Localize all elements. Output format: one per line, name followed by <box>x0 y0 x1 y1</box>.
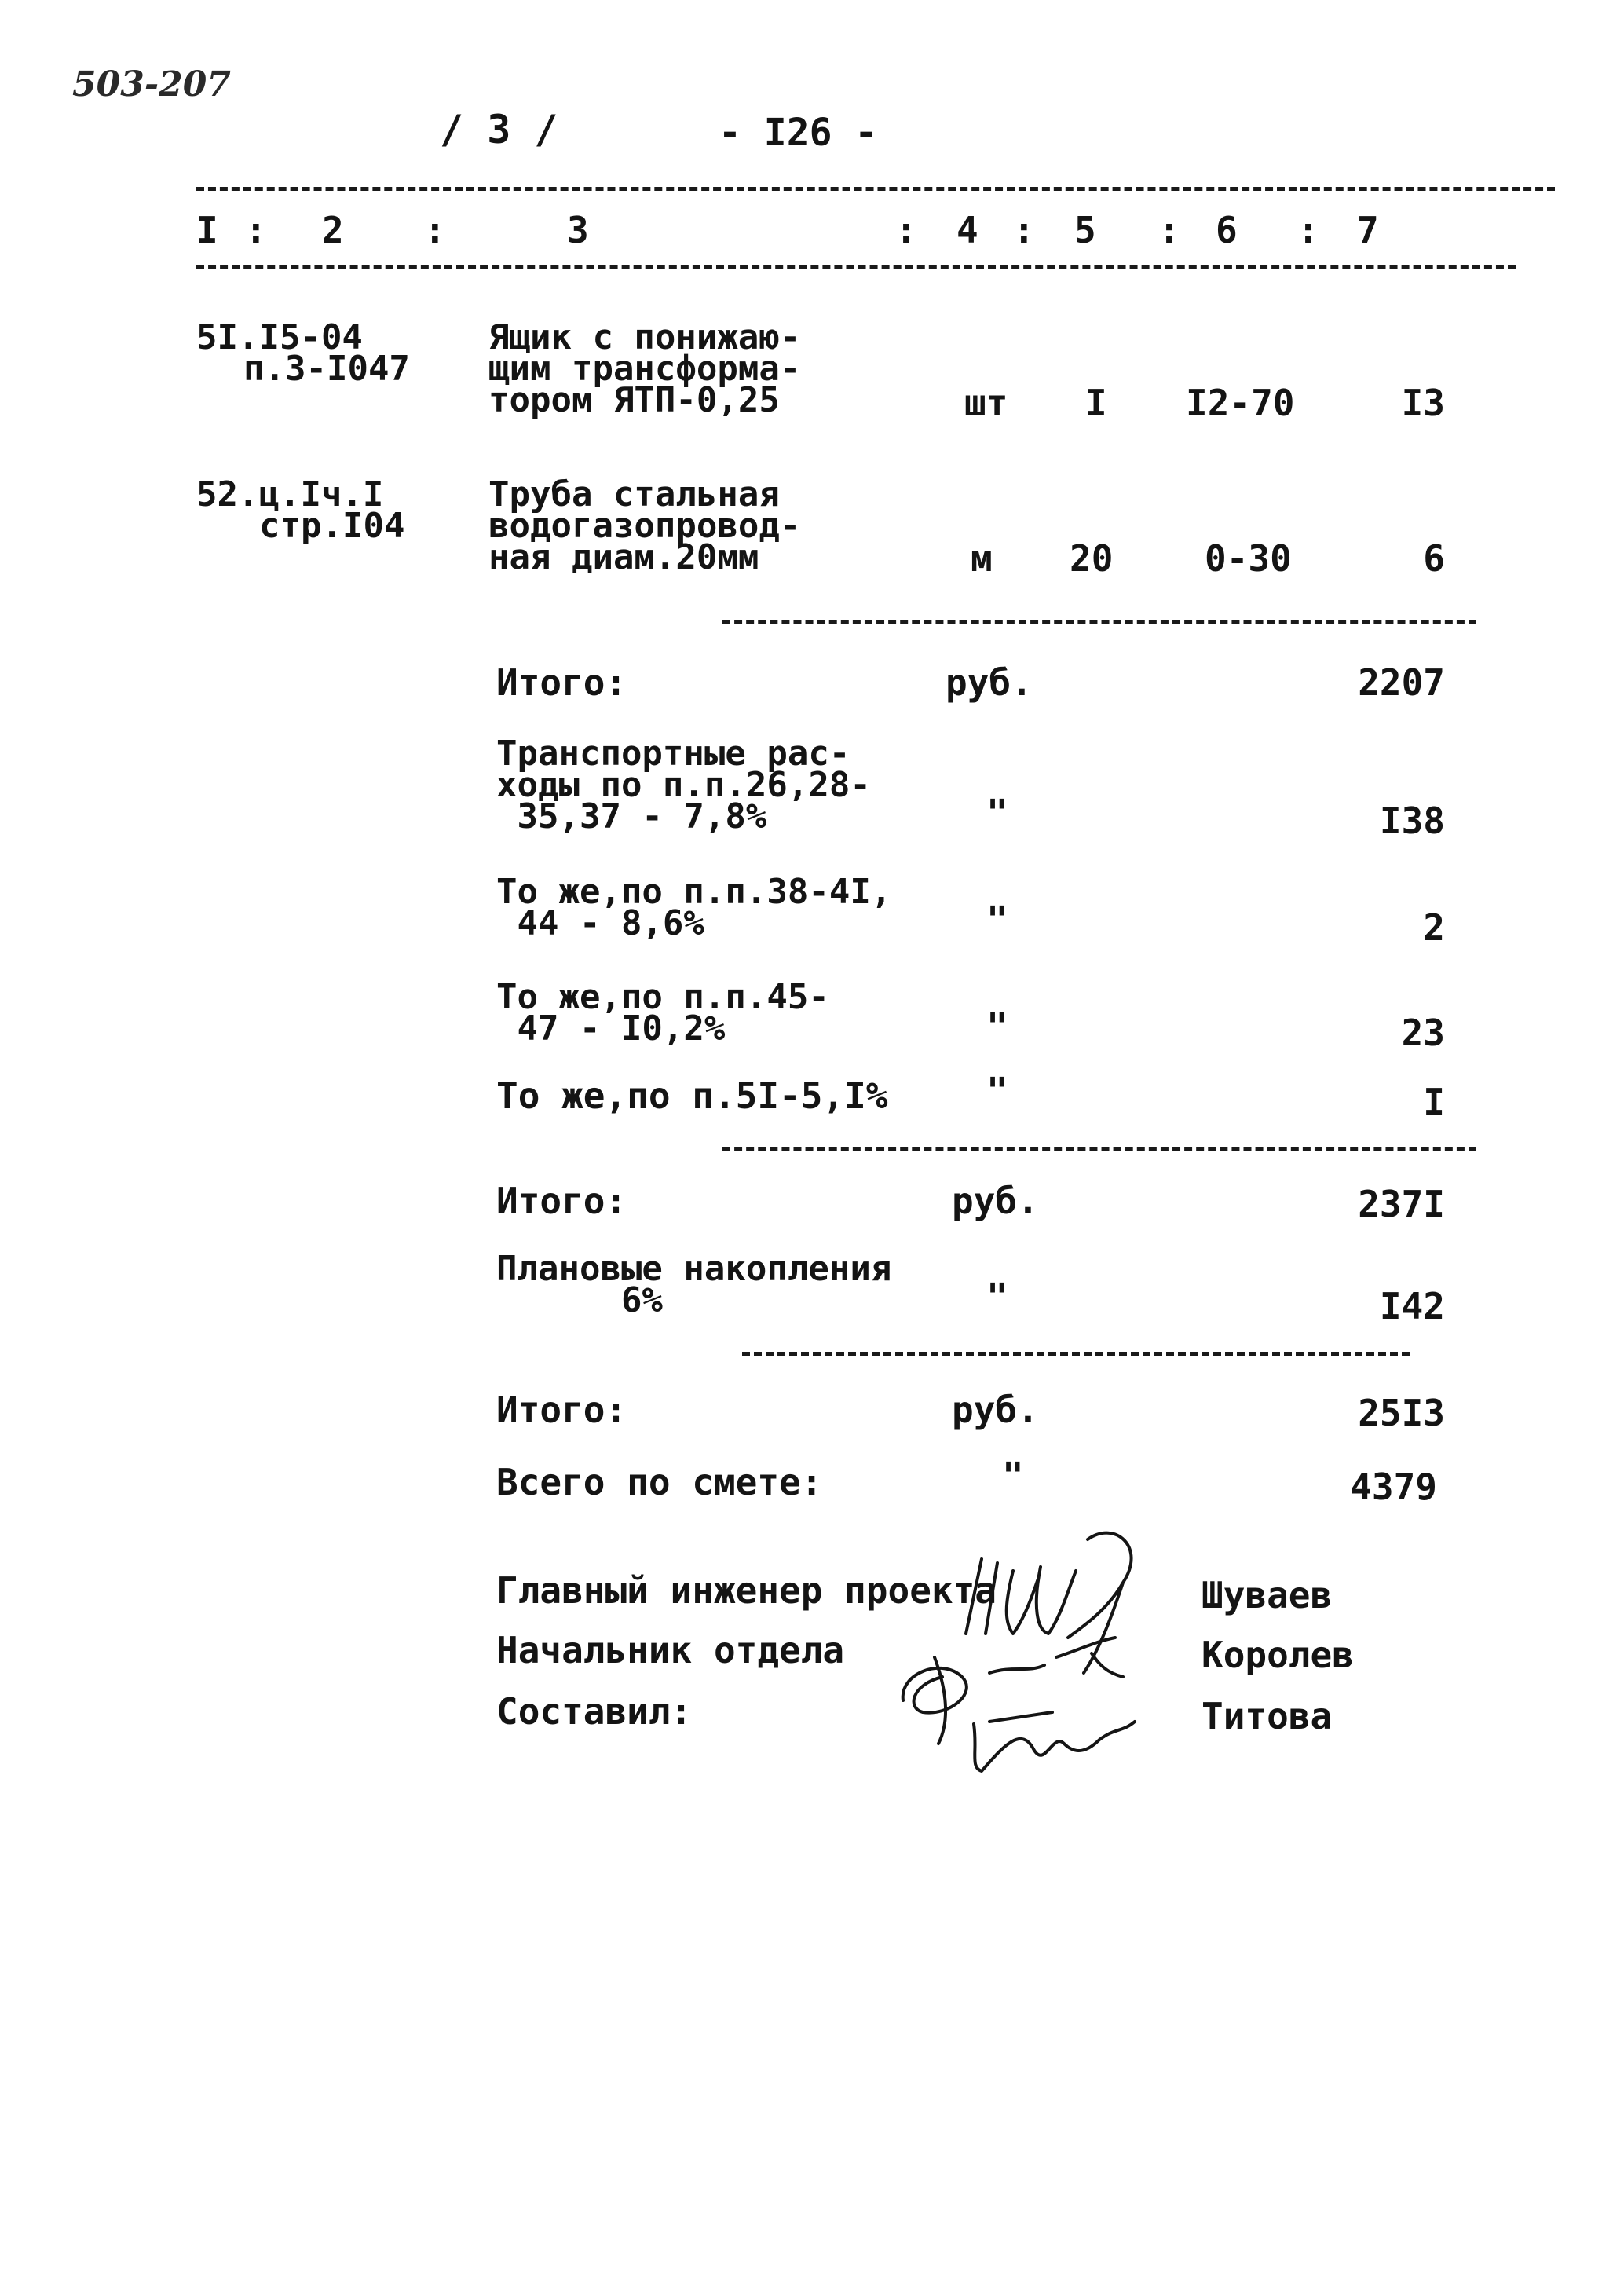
archive-mark: 503-207 <box>72 64 231 104</box>
page-number: - I26 - <box>719 111 878 155</box>
column-separator: : <box>1013 209 1035 251</box>
item-unit: м <box>971 537 993 580</box>
handwritten-signatures <box>887 1516 1217 1775</box>
summary-unit: " <box>986 899 1008 941</box>
summary-amount: 2207 <box>1358 661 1445 704</box>
item-description: водогазопровод- <box>488 506 801 546</box>
column-separator: : <box>424 209 446 251</box>
header-rule-top <box>196 187 1555 191</box>
summary-amount: I <box>1423 1081 1445 1123</box>
summary-label: Итого: <box>496 1180 627 1222</box>
signature-role: Составил: <box>496 1690 693 1733</box>
item-description: щим трансформа- <box>488 349 801 389</box>
grand-total-amount: 4379 <box>1350 1466 1437 1508</box>
summary-amount: I42 <box>1379 1285 1445 1327</box>
signature-role: Главный инженер проекта <box>496 1569 997 1612</box>
column-number: I <box>196 209 218 251</box>
summary-label: 44 - 8,6% <box>496 903 704 943</box>
summary-label: 47 - I0,2% <box>496 1008 726 1049</box>
summary-amount: I38 <box>1379 800 1445 842</box>
summary-label: Итого: <box>496 1389 627 1431</box>
item-code: 52.ц.Iч.I <box>196 474 384 514</box>
item-description: Труба стальная <box>488 474 780 514</box>
grand-total-label: Всего по смете: <box>496 1461 823 1503</box>
subtotal-rule <box>722 620 1476 624</box>
item-quantity: 20 <box>1070 537 1114 580</box>
summary-amount: 23 <box>1401 1012 1445 1054</box>
item-code: стр.I04 <box>259 506 405 546</box>
item-unit-price: 0-30 <box>1205 537 1292 580</box>
item-quantity: I <box>1085 382 1107 424</box>
column-number: 7 <box>1357 209 1379 251</box>
item-description: ная диам.20мм <box>488 537 759 577</box>
summary-unit: " <box>986 1005 1008 1048</box>
summary-label: Транспортные рас- <box>496 734 850 774</box>
item-description: Ящик с понижаю- <box>488 317 801 357</box>
summary-unit: руб. <box>952 1180 1039 1222</box>
column-number: 6 <box>1216 209 1238 251</box>
summary-label: 35,37 - 7,8% <box>496 796 767 836</box>
summary-unit: руб. <box>946 661 1033 704</box>
signature-name: Шуваев <box>1202 1574 1333 1616</box>
summary-label: Итого: <box>496 661 627 704</box>
column-separator: : <box>245 209 267 251</box>
subtotal-rule <box>722 1147 1476 1151</box>
summary-label: 6% <box>496 1280 663 1320</box>
signature-name: Королев <box>1202 1634 1354 1676</box>
item-description: тором ЯТП-0,25 <box>488 380 780 420</box>
column-separator: : <box>895 209 917 251</box>
item-code: 5I.I5-04 <box>196 317 363 357</box>
summary-label: То же,по п.п.38-4I, <box>496 872 892 912</box>
summary-unit: " <box>986 1070 1008 1112</box>
column-separator: : <box>1297 209 1319 251</box>
summary-amount: 25I3 <box>1358 1392 1445 1434</box>
summary-label: То же,по п.п.45- <box>496 977 829 1017</box>
grand-total-unit: " <box>1002 1455 1024 1497</box>
summary-label: ходы по п.п.26,28- <box>496 765 871 805</box>
subtotal-rule <box>742 1352 1410 1356</box>
summary-amount: 237I <box>1358 1183 1445 1225</box>
column-number: 4 <box>956 209 978 251</box>
column-separator: : <box>1158 209 1180 251</box>
column-number: 3 <box>567 209 589 251</box>
summary-unit: " <box>986 792 1008 834</box>
summary-amount: 2 <box>1423 906 1445 949</box>
summary-unit: руб. <box>952 1389 1039 1431</box>
section-number: / 3 / <box>440 107 558 152</box>
header-rule-bottom <box>196 265 1516 269</box>
summary-unit: " <box>986 1276 1008 1318</box>
column-number: 5 <box>1074 209 1096 251</box>
column-number: 2 <box>322 209 344 251</box>
item-unit-price: I2-70 <box>1186 382 1295 424</box>
summary-label: То же,по п.5I-5,I% <box>496 1074 888 1117</box>
item-total: I3 <box>1401 382 1445 424</box>
item-code: п.3-I047 <box>243 349 410 389</box>
item-unit: шт <box>964 382 1008 424</box>
signature-role: Начальник отдела <box>496 1629 845 1671</box>
item-total: 6 <box>1423 537 1445 580</box>
summary-label: Плановые накопления <box>496 1249 892 1289</box>
signature-name: Титова <box>1202 1695 1333 1737</box>
